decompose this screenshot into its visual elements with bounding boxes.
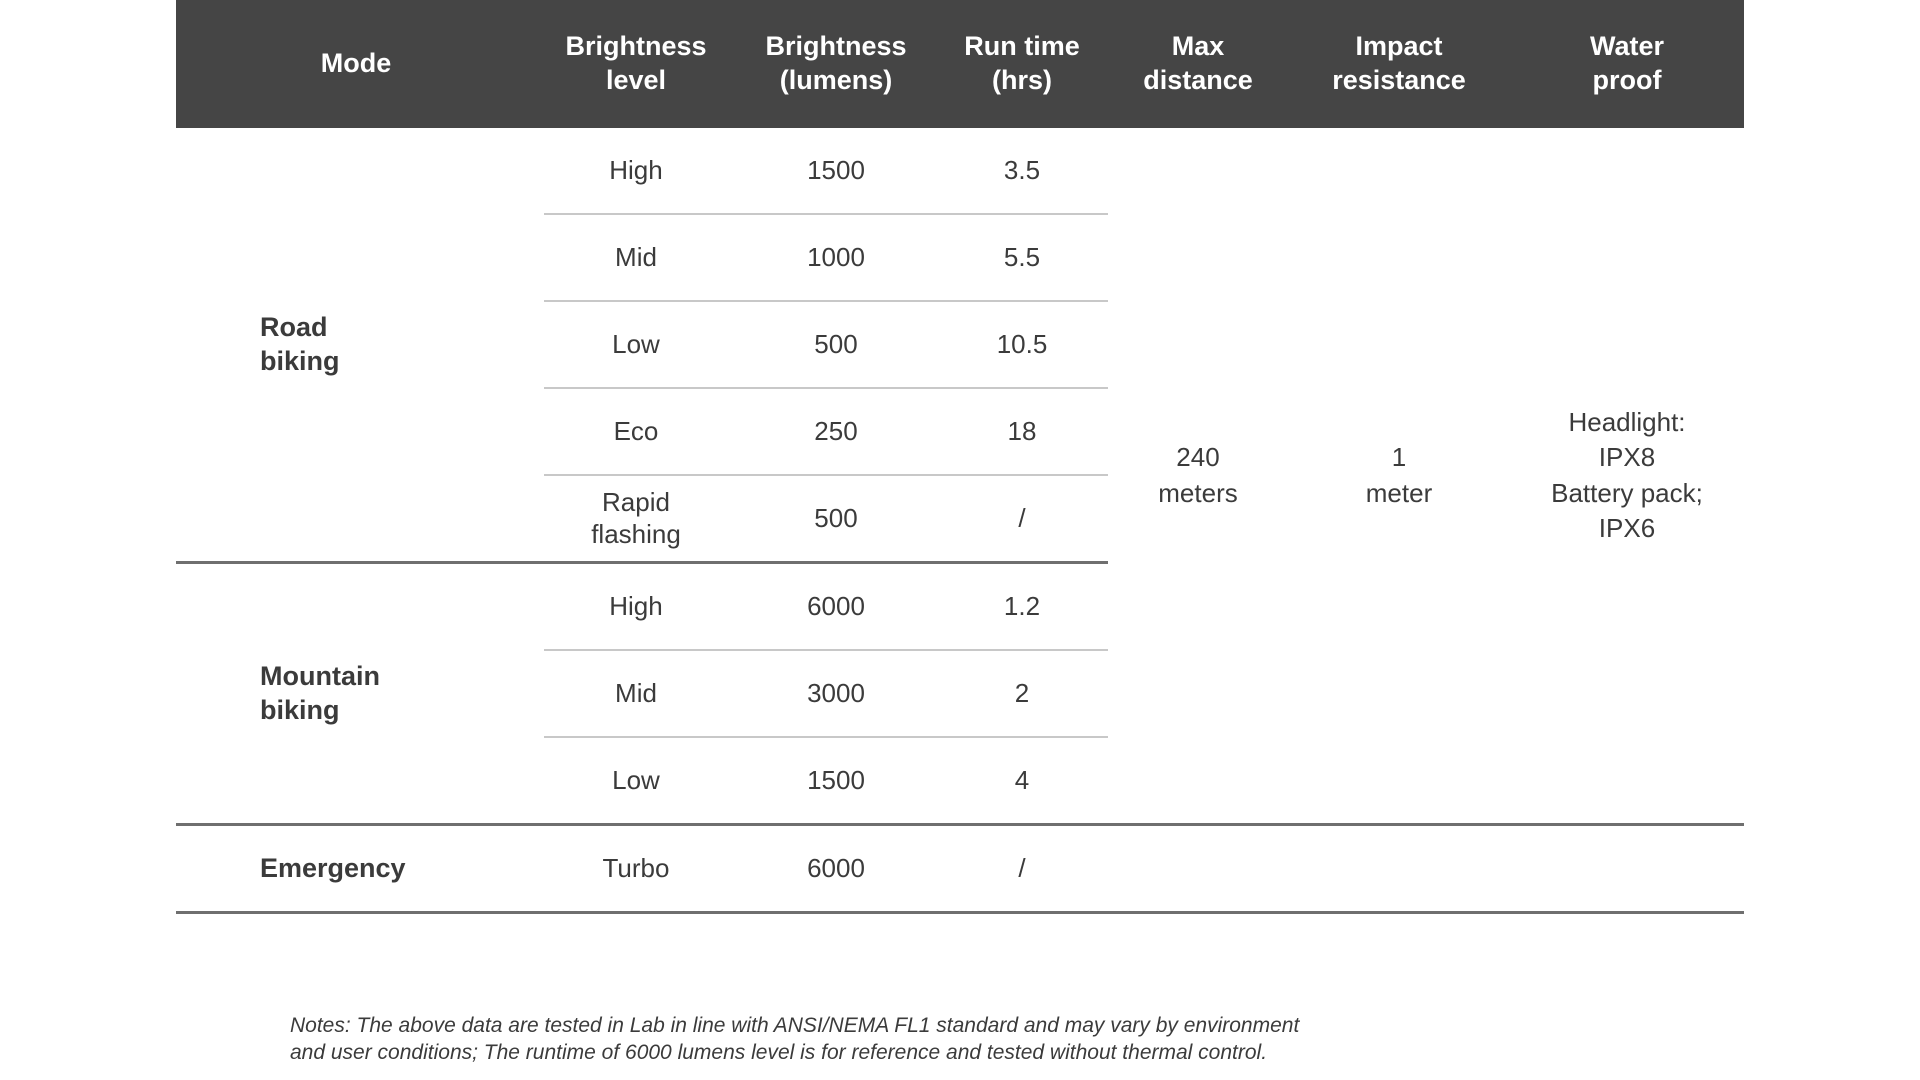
- cell-water-proof-line1: Headlight:: [1568, 407, 1686, 438]
- column-header-max-distance-line1: Max: [1171, 31, 1225, 62]
- cell-run-time: 4: [1014, 764, 1030, 795]
- column-header-impact-resistance-line2: resistance: [1332, 65, 1466, 95]
- cell-brightness-level: High: [609, 154, 663, 185]
- column-header-run-time: [936, 30, 1108, 98]
- cell-brightness-level: Mid: [615, 241, 657, 272]
- column-header-brightness-lumens-line1: Brightness: [765, 31, 907, 62]
- table-row: [536, 826, 1108, 911]
- table-row: [536, 215, 1108, 300]
- mode-label-road-biking-line2: biking: [260, 345, 340, 376]
- mode-label-mountain-biking-line1: Mountain: [260, 660, 380, 691]
- column-header-mode-line1: Mode: [320, 48, 392, 79]
- cell-brightness-lumens: 250: [814, 415, 858, 446]
- table-row: [536, 302, 1108, 387]
- column-header-water-proof-line2: proof: [1592, 65, 1662, 95]
- table-row: [536, 651, 1108, 736]
- table-notes-line1: Notes: The above data are tested in Lab in line with ANSI/NEMA FL1 standard and may vary by environment: [290, 1014, 1300, 1037]
- column-header-water-proof-line1: Water: [1589, 31, 1664, 62]
- mode-group-road-biking: [176, 128, 1108, 561]
- cell-run-time: 5.5: [1003, 241, 1041, 272]
- mode-label-emergency-line1: Emergency: [260, 852, 406, 883]
- table-right-columns: [1108, 128, 1744, 823]
- table-left-columns: [176, 128, 1108, 823]
- mode-group-emergency: [176, 826, 1744, 911]
- cell-brightness-lumens: 1500: [807, 154, 865, 185]
- mode-label-road-biking-line1: Road: [260, 311, 328, 342]
- cell-run-time: 3.5: [1003, 154, 1041, 185]
- column-header-brightness-lumens: [736, 30, 936, 98]
- cell-impact-resistance: [1288, 128, 1510, 823]
- cell-brightness-level: Mid: [615, 677, 657, 708]
- cell-brightness-level: Eco: [613, 415, 659, 446]
- mode-label-road-biking: [176, 128, 536, 561]
- cell-brightness-lumens: 1500: [807, 764, 865, 795]
- cell-brightness-level: Turbo: [602, 852, 670, 883]
- mode-label-mountain-biking-line2: biking: [260, 694, 340, 725]
- column-header-impact-resistance: [1288, 30, 1510, 98]
- cell-max-distance-line2: meters: [1158, 477, 1238, 508]
- column-header-max-distance: [1108, 30, 1288, 98]
- mode-group-mountain-biking: [176, 564, 1108, 823]
- cell-brightness-lumens: 500: [814, 502, 858, 533]
- cell-brightness-level-line1: Rapid: [602, 487, 670, 518]
- cell-brightness-level: High: [609, 590, 663, 621]
- column-header-brightness-level: [536, 30, 736, 98]
- column-header-max-distance-line2: distance: [1143, 65, 1253, 95]
- cell-brightness-lumens: 1000: [807, 241, 865, 272]
- cell-brightness-lumens: 500: [814, 328, 858, 359]
- cell-water-proof-line4: IPX6: [1598, 512, 1656, 543]
- cell-brightness-lumens: 6000: [807, 590, 865, 621]
- mode-label-mountain-biking: [176, 564, 536, 823]
- table-row: [536, 738, 1108, 823]
- column-header-impact-resistance-line1: Impact: [1355, 31, 1443, 62]
- cell-max-distance-line1: 240: [1176, 442, 1220, 473]
- column-header-brightness-level-line2: level: [605, 65, 667, 95]
- cell-brightness-level: [536, 487, 736, 549]
- table-row: [536, 564, 1108, 649]
- cell-brightness-level: Low: [612, 764, 660, 795]
- cell-water-proof: [1510, 128, 1744, 823]
- cell-run-time: /: [1018, 502, 1026, 533]
- cell-impact-resistance-line2: meter: [1365, 477, 1433, 508]
- column-header-brightness-level-line1: Brightness: [565, 31, 707, 62]
- column-header-run-time-line1: Run time: [964, 31, 1080, 62]
- cell-brightness-level: Low: [612, 328, 660, 359]
- column-header-mode: [176, 47, 536, 81]
- cell-brightness-level-line2: flashing: [591, 518, 681, 549]
- cell-brightness-lumens: 6000: [807, 852, 865, 883]
- mode-rows-road-biking: [536, 128, 1108, 561]
- table-notes-line2: and user conditions; The runtime of 6000 lumens level is for reference and tested without thermal control.: [290, 1041, 1268, 1065]
- column-header-water-proof: [1510, 30, 1744, 98]
- cell-run-time: 2: [1014, 677, 1030, 708]
- cell-run-time: 18: [1007, 415, 1037, 446]
- table-body: [176, 128, 1744, 823]
- mode-rows-mountain-biking: [536, 564, 1108, 823]
- cell-water-proof-line2: IPX8: [1598, 442, 1656, 473]
- cell-run-time: /: [1018, 852, 1026, 883]
- mode-rows-emergency: [536, 826, 1108, 911]
- table-row: [536, 476, 1108, 561]
- cell-brightness-lumens: 3000: [807, 677, 865, 708]
- table-header-row: [176, 0, 1744, 128]
- cell-run-time: 1.2: [1003, 590, 1041, 621]
- table-notes: [290, 1012, 1590, 1067]
- cell-max-distance: [1108, 128, 1288, 823]
- table-row: [536, 389, 1108, 474]
- cell-run-time: 10.5: [996, 328, 1048, 359]
- cell-water-proof-line3: Battery pack;: [1551, 477, 1703, 508]
- table-row: [536, 128, 1108, 213]
- mode-label-emergency: [176, 826, 536, 911]
- table-bottom-divider: [176, 911, 1744, 914]
- cell-impact-resistance-line1: 1: [1391, 442, 1407, 473]
- column-header-brightness-lumens-line2: (lumens): [779, 65, 893, 95]
- spec-table: [176, 0, 1744, 914]
- column-header-run-time-line2: (hrs): [992, 65, 1052, 95]
